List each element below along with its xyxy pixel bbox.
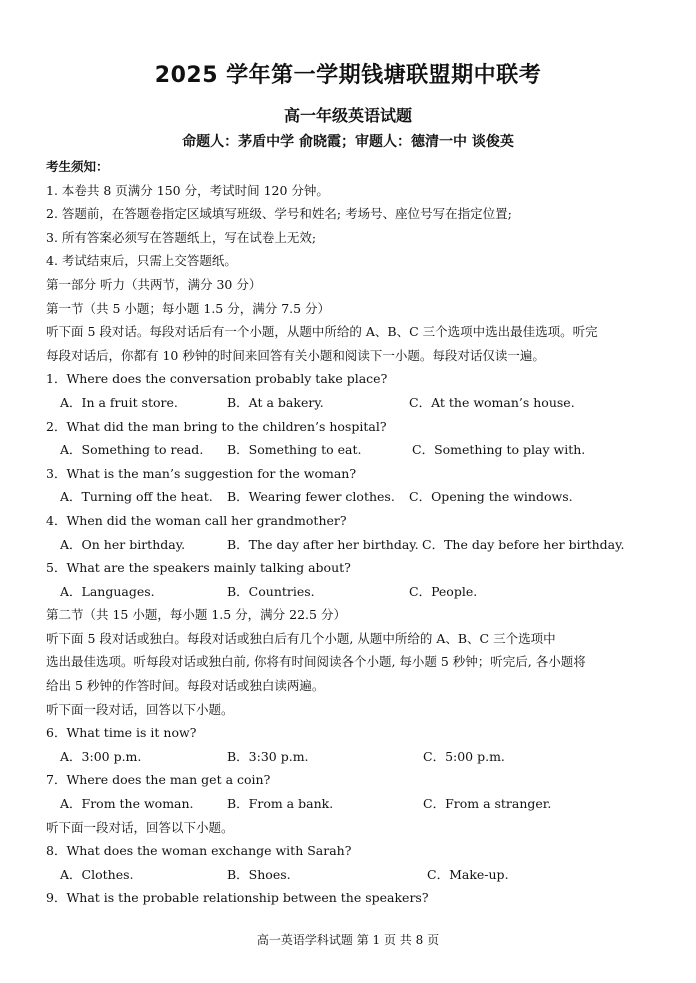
question-options (46, 745, 656, 769)
option-b: B．From a bank. (227, 796, 334, 812)
question-options (46, 533, 656, 557)
exam-body (46, 155, 656, 910)
question-options (46, 580, 656, 604)
question-stem: 8．What does the woman exchange with Sarah? (46, 843, 352, 859)
option-b: B．Wearing fewer clothes. (227, 489, 395, 505)
instruction-item: 1. 本卷共 8 页满分 150 分，考试时间 120 分钟。 (46, 182, 329, 198)
option-b: B．Shoes. (227, 866, 291, 882)
option-a: A．From the woman. (60, 796, 194, 812)
option-a: A．Turning off the heat. (60, 489, 213, 505)
option-c: C．5:00 p.m. (423, 748, 505, 764)
option-c: C．Make-up. (427, 866, 509, 882)
section1-directions: 每段对话后，你都有 10 秒钟的时间来回答有关小题和阅读下一小题。每段对话仅读一遍。 (46, 347, 545, 363)
instructions-heading: 考生须知： (46, 159, 109, 174)
listen-note: 听下面一段对话，回答以下小题。 (46, 701, 234, 717)
option-c: C．Something to play with. (412, 442, 586, 458)
question-stem: 2．What did the man bring to the children’s hospital? (46, 418, 387, 434)
exam-authors: 命题人：茅盾中学 俞晓霞；审题人：德清一中 谈俊英 (182, 134, 514, 150)
question-options (46, 792, 656, 816)
question-stem: 1．Where does the conversation probably take place? (46, 371, 388, 387)
question-options (46, 863, 656, 887)
option-b: B．3:30 p.m. (227, 748, 309, 764)
option-a: A．On her birthday. (60, 536, 186, 552)
option-b: B．The day after her birthday. (227, 536, 419, 552)
question-options (46, 391, 656, 415)
section2-directions: 听下面 5 段对话或独白。每段对话或独白后有几个小题, 从题中所给的 A、B、C 三个选项中 (46, 630, 556, 646)
option-a: A．Something to read. (60, 442, 204, 458)
question-stem: 5．What are the speakers mainly talking about? (46, 560, 351, 576)
listen-note: 听下面一段对话，回答以下小题。 (46, 819, 234, 835)
option-a: A．Clothes. (60, 866, 134, 882)
question-options (46, 438, 656, 462)
part1-heading: 第一部分 听力（共两节，满分 30 分） (46, 276, 262, 292)
option-c: C．From a stranger. (423, 796, 552, 812)
question-stem: 3．What is the man’s suggestion for the woman? (46, 465, 357, 481)
section2-directions: 给出 5 秒钟的作答时间。每段对话或独白读两遍。 (46, 678, 325, 694)
question-stem: 7．Where does the man get a coin? (46, 772, 271, 788)
section2-directions: 选出最佳选项。听每段对话或独白前, 你将有时间阅读各个小题, 每小题 5 秒钟；听完后, 各小题将 (46, 654, 586, 670)
option-c: C．People. (409, 583, 478, 599)
option-b: B．Countries. (227, 583, 315, 599)
question-stem: 4．When did the woman call her grandmother? (46, 512, 347, 528)
option-b: B．At a bakery. (227, 394, 324, 410)
section2-heading: 第二节（共 15 小题，每小题 1.5 分，满分 22.5 分） (46, 607, 346, 623)
option-c: C．Opening the windows. (409, 489, 573, 505)
instruction-item: 4. 考试结束后，只需上交答题纸。 (46, 253, 237, 269)
option-a: A．Languages. (60, 583, 155, 599)
option-c: C．At the woman’s house. (409, 394, 575, 410)
page-footer: 高一英语学科试题 第 1 页 共 8 页 (256, 933, 440, 947)
instruction-item: 3. 所有答案必须写在答题纸上，写在试卷上无效; (46, 229, 317, 245)
exam-subtitle: 高一年级英语试题 (283, 106, 412, 125)
exam-title: 2025 学年第一学期钱塘联盟期中联考 (154, 63, 542, 88)
section1-heading: 第一节（共 5 小题；每小题 1.5 分，满分 7.5 分） (46, 300, 331, 316)
question-stem: 6．What time is it now? (46, 725, 197, 741)
question-stem: 9．What is the probable relationship between the speakers? (46, 890, 429, 906)
section1-directions: 听下面 5 段对话。每段对话后有一个小题，从题中所给的 A、B、C 三个选项中选出最佳选项。听完 (46, 324, 598, 340)
option-a: A．3:00 p.m. (60, 748, 142, 764)
option-c: C．The day before her birthday. (422, 536, 625, 552)
option-b: B．Something to eat. (227, 442, 362, 458)
question-options (46, 485, 656, 509)
instruction-item: 2. 答题前，在答题卷指定区域填写班级、学号和姓名; 考场号、座位号写在指定位置; (46, 206, 512, 222)
option-a: A．In a fruit store. (60, 394, 178, 410)
